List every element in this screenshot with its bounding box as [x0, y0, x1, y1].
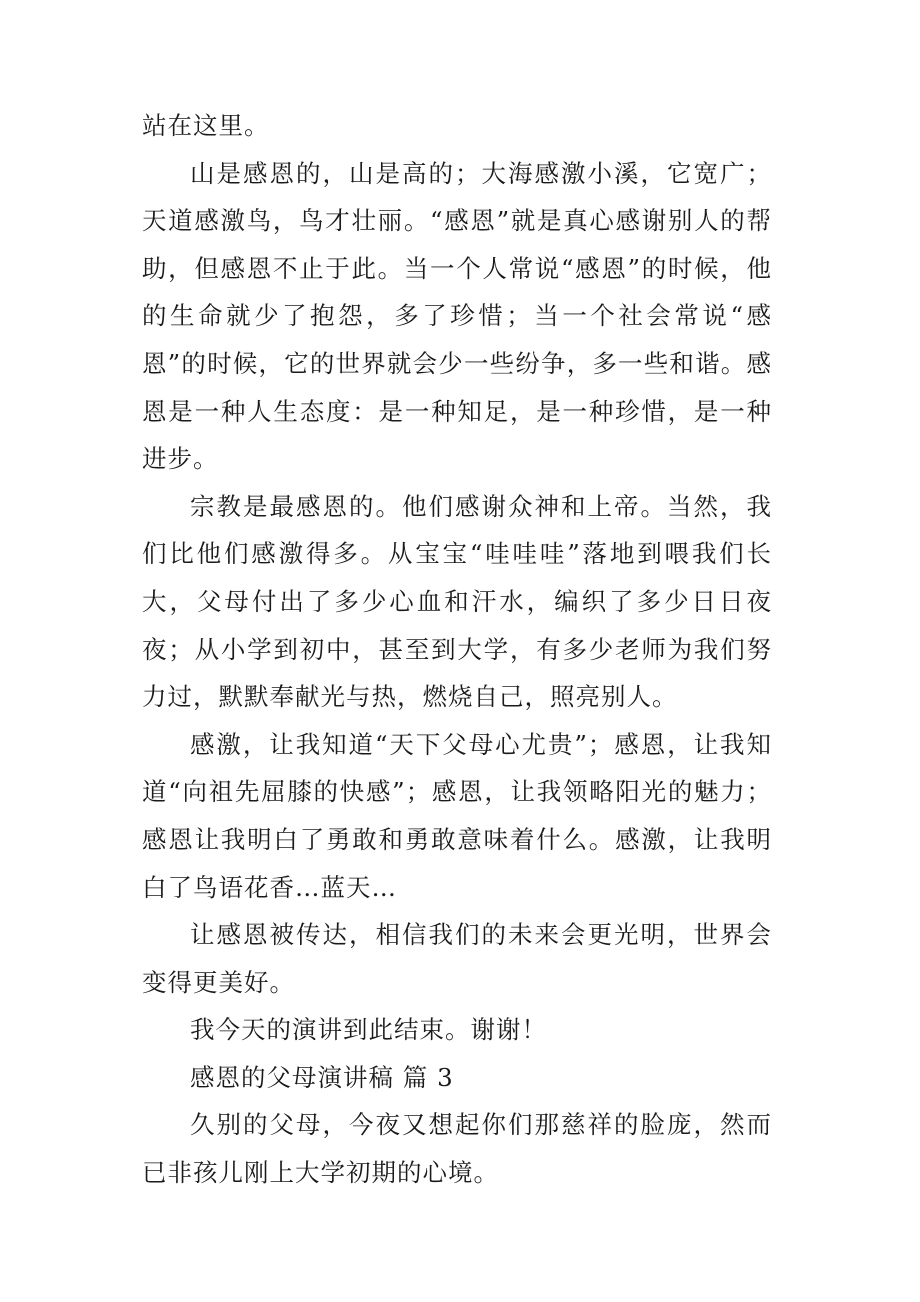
paragraph-mountain-gratitude: 山是感恩的，山是高的；大海感激小溪，它宽广；天道感激鸟，鸟才壮丽。“感恩”就是真心感谢别人的帮助，但感恩不止于此。当一个人常说“感恩”的时候，他的生命就少了抱怨，多了珍惜；当一个社会常说“感恩”的时候，它的世界就会少一些纷争，多一些和谐。感恩是一种人生态度：是一种知足，是一种珍惜，是一种进步。 — [142, 158, 772, 474]
paragraph-gratitude-lessons: 感激，让我知道“天下父母心尤贵”；感恩，让我知道“向祖先屈膝的快感”；感恩，让我领略阳光的魅力；感恩让我明白了勇敢和勇敢意味着什么。感激，让我明白了鸟语花香…蓝天… — [142, 729, 772, 902]
document-body — [142, 102, 772, 1197]
section-heading: 感恩的父母演讲稿 篇 3 — [190, 1062, 454, 1092]
paragraph-future: 让感恩被传达，相信我们的未来会更光明，世界会变得更美好。 — [142, 920, 772, 997]
paragraph-closing: 我今天的演讲到此结束。谢谢！ — [190, 1015, 547, 1045]
paragraph-continuation: 站在这里。 — [142, 111, 270, 140]
paragraph-parents: 久别的父母，今夜又想起你们那慈祥的脸庞，然而已非孩儿刚上大学初期的心境。 — [142, 1110, 772, 1188]
paragraph-religion-gratitude: 宗教是最感恩的。他们感谢众神和上帝。当然，我们比他们感激得多。从宝宝“哇哇哇”落地到喂我们长大，父母付出了多少心血和汗水，编织了多少日日夜夜；从小学到初中，甚至到大学，有多少老师为我们努力过，默默奉献光与热，燃烧自己，照亮别人。 — [142, 491, 772, 712]
